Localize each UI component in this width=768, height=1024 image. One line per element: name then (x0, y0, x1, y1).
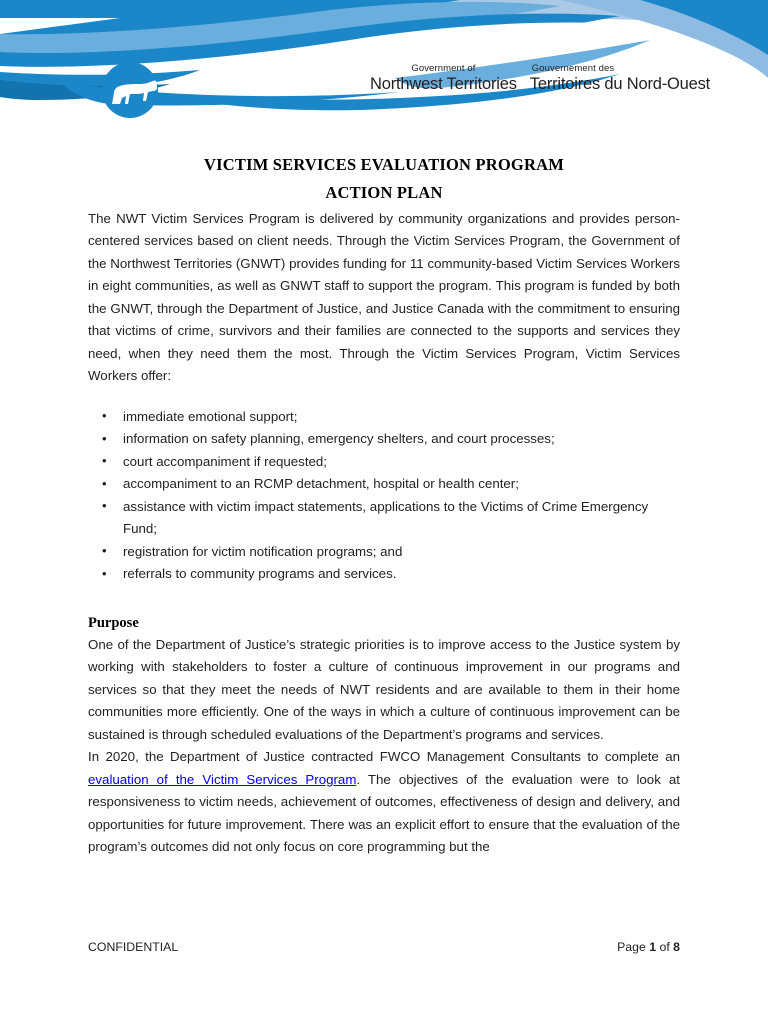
footer-classification: CONFIDENTIAL (88, 940, 179, 954)
wordmark-english (370, 64, 517, 92)
page-header-banner (0, 0, 768, 125)
list-item: • registration for victim notification programs; and (88, 541, 680, 564)
banner-wave-graphic (0, 0, 768, 125)
evaluation-text-before-link: In 2020, the Department of Justice contracted FWCO Management Consultants to complete an (88, 749, 680, 765)
list-item: • accompaniment to an RCMP detachment, hospital or health center; (88, 473, 680, 496)
wordmark-french (530, 64, 710, 92)
list-item: • court accompaniment if requested; (88, 451, 680, 474)
list-item: • information on safety planning, emergency shelters, and court processes; (88, 428, 680, 451)
section-heading-purpose: Purpose (88, 614, 139, 631)
footer-page-number (617, 940, 680, 954)
list-item: • assistance with victim impact statements, applications to the Victims of Crime Emergency Fund; (88, 496, 680, 541)
document-page (0, 125, 768, 859)
page-title (88, 125, 680, 208)
evaluation-report-link[interactable]: evaluation of the Victim Services Program (88, 771, 357, 787)
footer-page-total: 8 (673, 940, 680, 954)
gnwt-wordmark (370, 64, 710, 92)
wordmark-en-small: Government of (411, 63, 476, 74)
footer-page-current: 1 (649, 940, 657, 954)
list-item: • immediate emotional support; (88, 406, 680, 429)
footer-page-middle: of (656, 940, 674, 954)
services-bullet-list (88, 406, 680, 586)
page-title-line-1: VICTIM SERVICES EVALUATION PROGRAM (204, 155, 564, 174)
page-title-line-2: ACTION PLAN (325, 183, 443, 203)
wordmark-fr-big: Territoires du Nord-Ouest (529, 74, 711, 93)
purpose-paragraph: One of the Department of Justice’s strategic priorities is to improve access to the Justice system by working with stakeholders to foster a culture of continuous improvement in our programs and services so that they meet the needs of NWT residents and are available to them in their home communities more efficiently. One of the ways in which a culture of continuous improvement can be sustained is through scheduled evaluations of the Department’s programs and services. (88, 636, 680, 742)
evaluation-text-after-link: . The objectives of the evaluation were to look at responsiveness to victim needs, achievement of outcomes, effectiveness of design and delivery, and opportunities for future improvement. There was an explicit effort to ensure that the evaluation of the program’s outcomes did not only focus on core programming but the (88, 771, 680, 855)
list-item: • referrals to community programs and services. (88, 563, 680, 586)
footer-page-prefix: Page (617, 940, 650, 954)
page-footer (88, 940, 680, 954)
intro-paragraph: The NWT Victim Services Program is delivered by community organizations and provides person-centered services based on client needs. Through the Victim Services Program, the Government of the Northwest Territories (GNWT) provides funding for 11 community-based Victim Services Workers in eight communities, as well as GNWT staff to support the program. This program is funded by both the GNWT, through the Department of Justice, and Justice Canada with the commitment to ensuring that victims of crime, survivors and their families are connected to the supports and services they need, when they need them the most. Through the Victim Services Program, Victim Services Workers offer: (88, 210, 680, 384)
wordmark-fr-small: Gouvernement des (531, 63, 615, 74)
evaluation-paragraph (88, 746, 680, 859)
wordmark-en-big: Northwest Territories (370, 74, 517, 93)
